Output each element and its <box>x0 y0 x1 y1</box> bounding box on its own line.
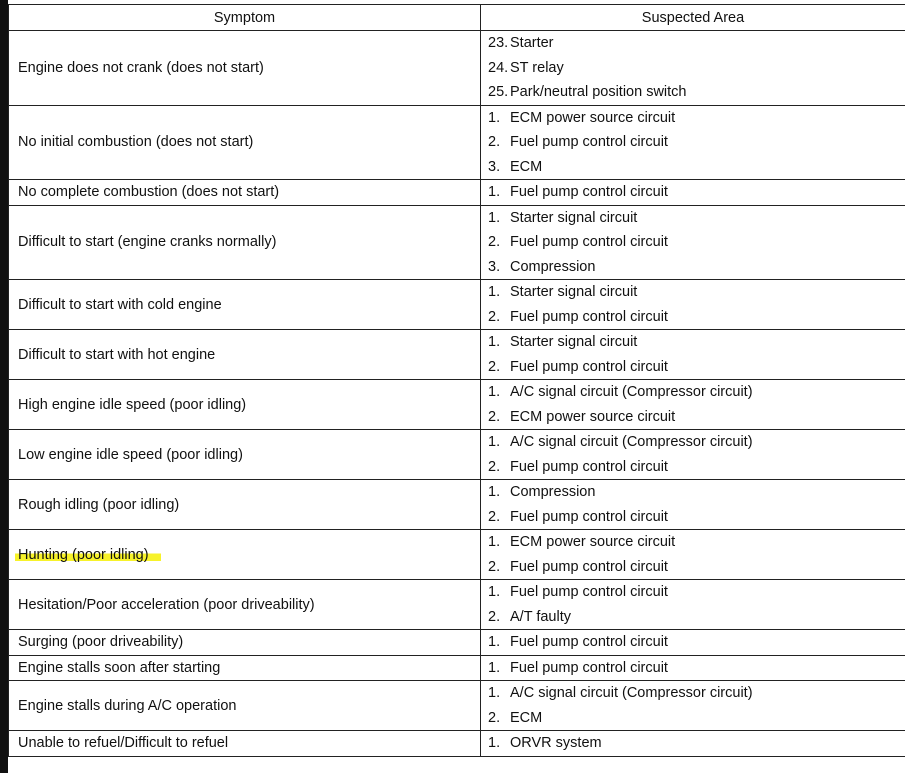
table-row <box>9 205 905 280</box>
item-text: Fuel pump control circuit <box>510 234 668 250</box>
symptom-cell <box>9 31 481 106</box>
table-row <box>9 480 905 530</box>
suspected-area-item <box>488 455 905 480</box>
suspected-area-cell <box>481 105 905 180</box>
suspected-area-item <box>488 230 905 255</box>
item-text: ORVR system <box>510 735 602 751</box>
suspected-area-item <box>488 31 905 56</box>
item-number: 1. <box>488 534 501 550</box>
item-text: ECM <box>510 709 543 726</box>
item-number: 1. <box>488 209 501 226</box>
item-number: 1. <box>488 109 501 126</box>
item-number: 3. <box>488 258 501 275</box>
table-row <box>9 330 905 380</box>
item-text: Starter <box>510 35 554 51</box>
item-text: Starter signal circuit <box>510 334 638 350</box>
symptom-text: Engine stalls soon after starting <box>18 659 221 676</box>
item-number: 2. <box>488 508 501 525</box>
item-text: Fuel pump control circuit <box>510 134 668 150</box>
suspected-area-cell <box>481 205 905 280</box>
symptom-cell <box>9 180 481 206</box>
symptom-text: No initial combustion (does not start) <box>18 134 254 151</box>
item-number: 1. <box>488 384 501 400</box>
item-number: 1. <box>488 284 501 300</box>
suspected-area-item <box>488 380 905 405</box>
table-row <box>9 105 905 180</box>
item-text: ECM power source circuit <box>510 109 676 126</box>
suspected-area-item <box>488 80 905 105</box>
suspected-area-cell <box>481 681 905 731</box>
symptom-cell <box>9 380 481 430</box>
suspected-area-item <box>488 530 905 555</box>
item-text: A/C signal circuit (Compressor circuit) <box>510 384 753 400</box>
symptom-text: Engine does not crank (does not start) <box>18 59 264 76</box>
item-text: A/T faulty <box>510 608 571 625</box>
table-row <box>9 180 905 206</box>
symptom-text: Difficult to start with hot engine <box>18 346 216 363</box>
item-text: Starter signal circuit <box>510 284 638 300</box>
suspected-area-item <box>488 405 905 430</box>
item-number: 1. <box>488 334 501 350</box>
table-row <box>9 681 905 731</box>
item-number: 2. <box>488 608 501 625</box>
item-number: 2. <box>488 458 501 475</box>
suspected-area-item <box>488 305 905 330</box>
suspected-area-column-header: Suspected Area <box>481 5 905 31</box>
symptom-cell <box>9 330 481 380</box>
table-header-row <box>9 5 905 31</box>
suspected-area-cell <box>481 330 905 380</box>
item-number: 1. <box>488 484 501 500</box>
table-row <box>9 31 905 106</box>
item-text: ECM power source circuit <box>510 534 676 550</box>
left-edge-bar <box>0 0 8 773</box>
item-number: 1. <box>488 634 501 650</box>
item-number: 2. <box>488 408 501 425</box>
item-text: Compression <box>510 258 596 275</box>
suspected-area-item <box>488 130 905 155</box>
symptom-column-header: Symptom <box>9 5 481 31</box>
suspected-area-cell <box>481 655 905 681</box>
suspected-area-item <box>488 656 905 681</box>
suspected-area-item <box>488 630 905 655</box>
suspected-area-item <box>488 280 905 305</box>
table-row <box>9 655 905 681</box>
item-number: 2. <box>488 134 501 150</box>
suspected-area-cell <box>481 580 905 630</box>
item-number: 1. <box>488 184 501 200</box>
item-text: ST relay <box>510 59 564 76</box>
suspected-area-item <box>488 605 905 630</box>
symptom-text: Unable to refuel/Difficult to refuel <box>18 735 229 752</box>
table-row <box>9 731 905 757</box>
item-text: ECM <box>510 158 543 175</box>
suspected-area-item <box>488 555 905 580</box>
symptom-text: Hesitation/Poor acceleration (poor driveability) <box>18 596 315 613</box>
symptom-text: Difficult to start (engine cranks normally) <box>18 234 277 251</box>
symptom-text: Surging (poor driveability) <box>18 634 184 651</box>
table-row <box>9 280 905 330</box>
item-number: 2. <box>488 358 501 375</box>
item-text: A/C signal circuit (Compressor circuit) <box>510 685 753 701</box>
item-text: Fuel pump control circuit <box>510 508 668 525</box>
symptom-cell <box>9 731 481 757</box>
suspected-area-item <box>488 355 905 380</box>
symptom-text: Rough idling (poor idling) <box>18 496 180 513</box>
symptom-cell <box>9 655 481 681</box>
item-number: 1. <box>488 685 501 701</box>
symptom-cell <box>9 280 481 330</box>
suspected-area-item <box>488 580 905 605</box>
item-text: Fuel pump control circuit <box>510 634 668 650</box>
table-row <box>9 380 905 430</box>
item-number: 25. <box>488 84 509 100</box>
item-number: 2. <box>488 234 501 250</box>
item-text: Fuel pump control circuit <box>510 308 668 325</box>
suspected-area-cell <box>481 630 905 656</box>
table-row <box>9 430 905 480</box>
suspected-area-item <box>488 155 905 180</box>
item-number: 3. <box>488 158 501 175</box>
symptom-cell <box>9 630 481 656</box>
suspected-area-item <box>488 106 905 131</box>
suspected-area-cell <box>481 530 905 580</box>
suspected-area-item <box>488 430 905 455</box>
symptom-table <box>8 4 905 757</box>
item-text: ECM power source circuit <box>510 408 676 425</box>
item-number: 2. <box>488 558 501 575</box>
symptom-text: No complete combustion (does not start) <box>18 184 280 201</box>
item-text: Starter signal circuit <box>510 209 638 226</box>
symptom-cell <box>9 681 481 731</box>
highlighted-symptom-text: Hunting (poor idling) <box>15 547 161 563</box>
item-number: 1. <box>488 735 501 751</box>
item-number: 1. <box>488 434 501 450</box>
item-number: 24. <box>488 59 509 76</box>
suspected-area-cell <box>481 380 905 430</box>
item-text: Fuel pump control circuit <box>510 659 668 676</box>
suspected-area-item <box>488 206 905 231</box>
symptom-text: High engine idle speed (poor idling) <box>18 396 247 413</box>
suspected-area-item <box>488 56 905 81</box>
symptom-cell <box>9 580 481 630</box>
suspected-area-item <box>488 480 905 505</box>
suspected-area-cell <box>481 180 905 206</box>
symptom-text: Engine stalls during A/C operation <box>18 697 237 714</box>
suspected-area-cell <box>481 731 905 757</box>
suspected-area-item <box>488 180 905 205</box>
suspected-area-item <box>488 330 905 355</box>
symptom-cell <box>9 105 481 180</box>
symptom-cell <box>9 430 481 480</box>
suspected-area-item <box>488 505 905 530</box>
symptom-cell <box>9 480 481 530</box>
suspected-area-item <box>488 731 905 756</box>
symptom-cell <box>9 205 481 280</box>
item-text: Fuel pump control circuit <box>510 184 668 200</box>
suspected-area-item <box>488 255 905 280</box>
suspected-area-cell <box>481 280 905 330</box>
item-text: A/C signal circuit (Compressor circuit) <box>510 434 753 450</box>
item-text: Fuel pump control circuit <box>510 584 668 600</box>
symptom-text: Difficult to start with cold engine <box>18 296 222 313</box>
item-number: 2. <box>488 709 501 726</box>
item-number: 2. <box>488 308 501 325</box>
table-row <box>9 580 905 630</box>
table-body <box>9 31 905 757</box>
table-row <box>9 530 905 580</box>
suspected-area-cell <box>481 31 905 106</box>
symptom-text: Low engine idle speed (poor idling) <box>18 446 243 463</box>
item-number: 1. <box>488 659 501 676</box>
item-text: Park/neutral position switch <box>510 84 687 100</box>
symptom-cell <box>9 530 481 580</box>
item-text: Fuel pump control circuit <box>510 458 668 475</box>
item-text: Compression <box>510 484 596 500</box>
table-row <box>9 630 905 656</box>
item-text: Fuel pump control circuit <box>510 358 668 375</box>
item-number: 1. <box>488 584 501 600</box>
suspected-area-cell <box>481 430 905 480</box>
item-text: Fuel pump control circuit <box>510 558 668 575</box>
suspected-area-cell <box>481 480 905 530</box>
suspected-area-item <box>488 681 905 706</box>
item-number: 23. <box>488 35 509 51</box>
suspected-area-item <box>488 706 905 731</box>
